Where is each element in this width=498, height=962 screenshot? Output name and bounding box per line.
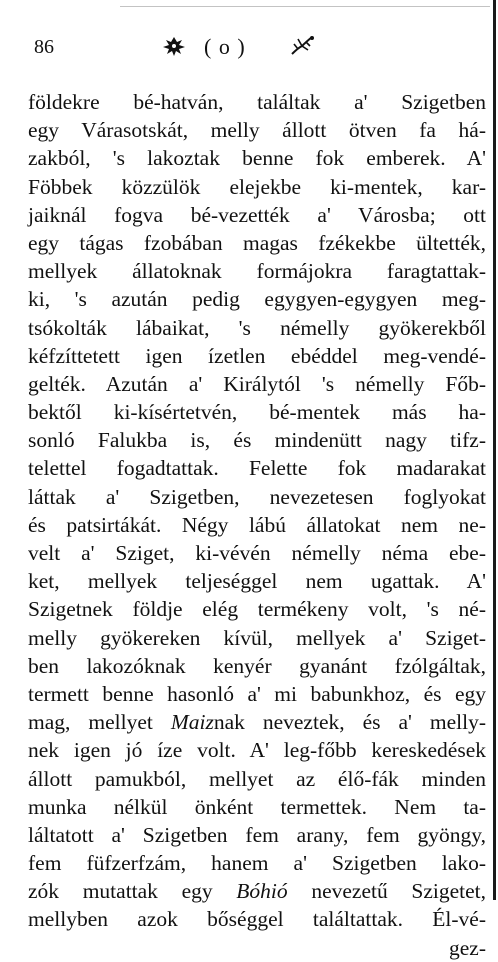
text-line: nek igen jó íze volt. A' leg-főbb kereskedések bbox=[28, 738, 486, 763]
text-line: fem füfzerfzám, hanem a' Szigetben lako- bbox=[28, 851, 486, 876]
text-line: bektől ki-kísértetvén, bé-mentek más ha- bbox=[28, 400, 486, 425]
text-line: jaiknál fogva bé-vezették a' Városba; ott bbox=[28, 202, 486, 227]
text-line: telettel fogadtattak. Felette fok madarakat bbox=[28, 456, 486, 481]
body-text bbox=[28, 88, 486, 962]
text-line: egy Várasotskát, melly állott ötven fa há- bbox=[28, 118, 486, 143]
text-fragment: mag, mellyet Maiznak neveztek, és a' melly- bbox=[28, 710, 486, 735]
catchword: gez- bbox=[449, 935, 486, 960]
top-rule bbox=[120, 6, 490, 7]
text-line: termett benne hasonló a' mi babunkhoz, és egy bbox=[28, 681, 486, 706]
text-line: Szigetnek földje elég termékeny volt, 's né- bbox=[28, 597, 486, 622]
italic-word: Bóhió bbox=[236, 879, 288, 904]
text-line: melly gyökereken kívül, mellyek a' Sziget- bbox=[28, 625, 486, 650]
text-line: munka nélkül önként termettek. Nem ta- bbox=[28, 794, 486, 819]
text-line: és patsirtákát. Négy lábú állatokat nem ne- bbox=[28, 512, 486, 537]
text-line: mellyek állatoknak formájokra faragtattak- bbox=[28, 259, 486, 284]
page-edge bbox=[493, 0, 496, 900]
text-line: sonló Falukba is, és mindenütt nagy tifz- bbox=[28, 428, 486, 453]
header-parenthetical: ( o ) bbox=[204, 34, 246, 59]
text-line: láltatott a' Szigetben fem arany, fem gyöngy, bbox=[28, 822, 486, 847]
left-ornament-icon bbox=[160, 34, 188, 58]
text-line: ben lakozóknak kenyér gyanánt fzólgáltak, bbox=[28, 653, 486, 678]
page-header bbox=[30, 32, 450, 62]
text-line: zakból, 's lakoztak benne fok emberek. A' bbox=[28, 146, 486, 171]
text-line bbox=[28, 708, 486, 736]
right-ornament-icon bbox=[288, 34, 316, 58]
text-line: mellyben azok bőséggel találtattak. Él-vé- bbox=[28, 907, 486, 932]
text-line: földekre bé-hatván, találtak a' Szigetben bbox=[28, 90, 486, 114]
text-line: láttak a' Szigetben, nevezetesen foglyokat bbox=[28, 484, 486, 509]
text-line: kéfzíttetett igen ízetlen ebéddel meg-vendé- bbox=[28, 343, 486, 368]
text-line: tsókolták lábaikat, 's némelly gyökerekből bbox=[28, 315, 486, 340]
text-line: egy tágas fzobában magas fzékekbe ültették, bbox=[28, 230, 486, 255]
italic-word: Maiz bbox=[170, 710, 214, 735]
text-line: ki, 's azután pedig egygyen-egygyen meg- bbox=[28, 287, 486, 312]
text-line: velt a' Sziget, ki-vévén némelly néma ebe- bbox=[28, 541, 486, 565]
page-number: 86 bbox=[34, 36, 54, 58]
text-line: gelték. Azután a' Királytól 's némelly Főb- bbox=[28, 371, 486, 396]
text-line: ket, mellyek teljeséggel nem ugattak. A' bbox=[28, 569, 486, 594]
text-line: Föbbek közzülök elejekbe ki-mentek, kar- bbox=[28, 174, 486, 199]
text-line: állott pamukból, mellyet az élő-fák minden bbox=[28, 766, 486, 791]
text-line: zók mutattak egy Bóhió nevezetű Szigetet, bbox=[28, 879, 486, 904]
header-ornaments bbox=[160, 32, 360, 62]
